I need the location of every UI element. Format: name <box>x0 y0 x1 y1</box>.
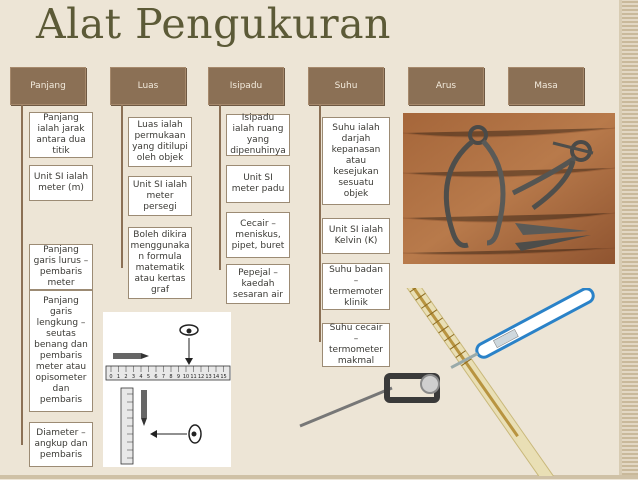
svg-text:9: 9 <box>176 374 181 380</box>
isipadu-solid: Pepejal – kaedah sesaran air <box>226 264 290 304</box>
svg-text:0: 0 <box>109 374 113 380</box>
connector-isipadu <box>219 105 221 270</box>
svg-text:10: 10 <box>182 374 190 380</box>
header-suhu[interactable] <box>308 67 384 105</box>
svg-text:8: 8 <box>169 374 173 380</box>
page-title: Alat Pengukuran <box>36 0 391 48</box>
header-isipadu[interactable] <box>208 67 284 105</box>
svg-text:3: 3 <box>131 374 136 380</box>
svg-text:1: 1 <box>116 374 121 380</box>
luas-definition: Luas ialah permukaan yang ditilupi oleh objek <box>128 117 192 167</box>
header-label: Panjang <box>30 80 66 91</box>
header-luas[interactable] <box>110 67 186 105</box>
luas-unit: Unit SI ialah meter persegi <box>128 176 192 216</box>
connector-luas <box>121 105 123 268</box>
svg-text:5: 5 <box>146 374 151 380</box>
header-panjang[interactable] <box>10 67 86 105</box>
suhu-liquid: Suhu cecair – termometer makmal <box>322 323 390 367</box>
svg-text:14: 14 <box>212 374 220 380</box>
svg-text:7: 7 <box>161 374 166 380</box>
svg-text:4: 4 <box>139 374 143 380</box>
header-label: Suhu <box>334 80 358 91</box>
svg-text:15: 15 <box>220 374 227 380</box>
panjang-straight-line: Panjang garis lurus – pembaris meter <box>29 244 93 290</box>
svg-text:11: 11 <box>190 374 197 380</box>
header-masa[interactable] <box>508 67 584 105</box>
panjang-definition: Panjang ialah jarak antara dua titik <box>29 112 93 158</box>
svg-text:12: 12 <box>197 374 205 380</box>
luas-formula: Boleh dikira menggunaka n formula matematik atau kertas graf <box>128 227 192 299</box>
header-label: Arus <box>435 80 457 91</box>
panjang-curved-line: Panjang garis lengkung – seutas benang dan pembaris meter atau opisometer dan pembaris <box>29 290 93 412</box>
ruler-diagram <box>103 312 231 467</box>
header-label: Isipadu <box>229 80 263 91</box>
calipers-photo <box>403 113 615 264</box>
header-arus[interactable] <box>408 67 484 105</box>
suhu-definition: Suhu ialah darjah kepanasan atau kesejukan sesuatu objek <box>322 117 390 205</box>
header-label: Luas <box>137 80 159 91</box>
panjang-unit: Unit SI ialah meter (m) <box>29 165 93 201</box>
isipadu-liquid: Cecair – meniskus, pipet, buret <box>226 212 290 258</box>
connector-panjang <box>21 105 23 445</box>
panjang-diameter: Diameter – angkup dan pembaris <box>29 422 93 467</box>
svg-text:2: 2 <box>124 374 128 380</box>
decorative-stripe <box>622 0 638 479</box>
suhu-unit: Unit SI ialah Kelvin (K) <box>322 218 390 254</box>
svg-text:13: 13 <box>205 374 212 380</box>
header-label: Masa <box>534 80 558 91</box>
thermometer-photo <box>292 288 622 476</box>
isipadu-unit: Unit SI meter padu <box>226 165 290 203</box>
svg-text:6: 6 <box>154 374 158 380</box>
suhu-body: Suhu badan – termemoter klinik <box>322 263 390 310</box>
isipadu-definition: Isipadu ialah ruang yang dipenuhinya <box>226 114 290 156</box>
